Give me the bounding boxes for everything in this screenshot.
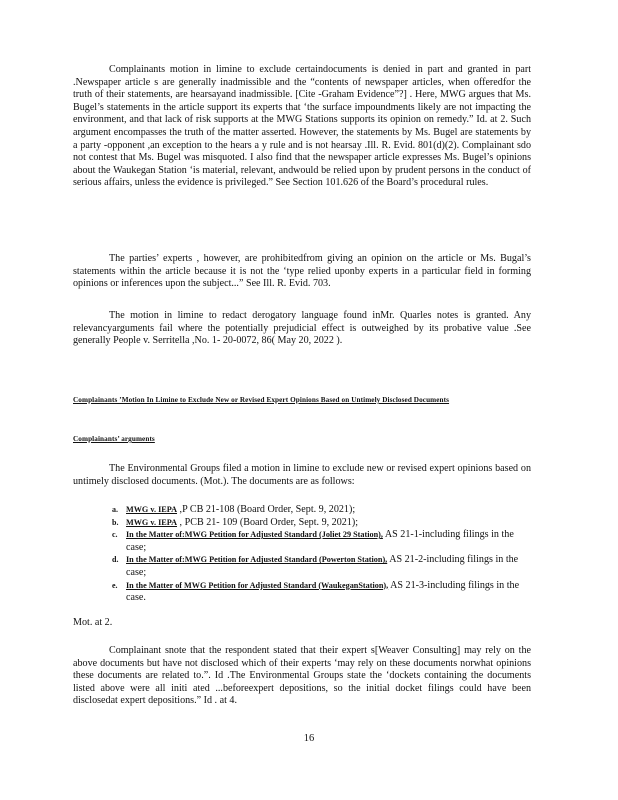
page-number: 16 (303, 733, 315, 744)
list-item: a. MWG v. IEPA ,P CB 21-108 (Board Order, Sept. 9, 2021); (112, 504, 356, 515)
subsection-heading: Complainants’ arguments (73, 435, 155, 443)
list-item: e. In the Matter of MWG Petition for Adjusted Standard (WaukeganStation), AS 21-3-including filings in the case. (112, 579, 520, 604)
list-item: d. In the Matter of:MWG Petition for Adjusted Standard (Powerton Station), AS 21-2-including filings in the case; (112, 554, 519, 578)
paragraph-redact-language: The motion in limine to redact derogatory language found inMr. Quarles notes is granted. Any relevancyarguments fail where the potentially prejudicial effect is outweighed by its probative value .See generally People v. Serritella ,No. 1- 20-0072, 86( May 20, 2022 ). (73, 310, 531, 347)
paragraph-experts-prohibited: The parties’ experts , however, are prohibitedfrom giving an opinion on the article or Ms. Bugal’s statements within the article because it is not the ‘type relied uponby experts in a particular field in forming opinions or inferences upon the subject...” See Ill. R. Evid. 703. (73, 253, 531, 290)
paragraph-ruling-newspaper: Complainants motion in limine to exclude certaindocuments is denied in part and granted in part .Newspaper article s are generally inadmissible and the “contents of newspaper articles, when offeredfor the truth of their statements, are hearsayand inadmissible. [Cite -Graham Evidence”?] . Here, MWG argues that Ms. Bugel’s statements in the article support its experts that ‘the surface impoundments likely are not impacting the environment, and that lack of risk supports at the MWG Stations supports its opinion on remedy.” Id. at 2. Such argument encompasses the truth of the matter asserted. However, the statements by Ms. Bugel are statements by a party -opponent ,an exception to the hears a y rule and is not hearsay .Ill. R. Evid. 801(d)(2). Complainant sdo not contest that Ms. Bugel was misquoted. I also find that the newspaper article expresses Ms. Bugel’s opinions about the Waukegan Station ‘is material, relevant, andwould be relied upon by prudent persons in the conduct of serious affairs, unless the evidence is privileged.” See Section 101.626 of the Board’s procedural rules. (73, 64, 531, 189)
paragraph-motion-filed: The Environmental Groups filed a motion in limine to exclude new or revised expert opinions based on untimely disclosed documents. (Mot.). The documents are as follows: (73, 463, 531, 487)
list-item: c. In the Matter of:MWG Petition for Adjusted Standard (Joliet 29 Station), AS 21-1-including filings in the case; (112, 529, 514, 553)
list-citation: Mot. at 2. (73, 617, 113, 628)
paragraph-complainants-note: Complainant snote that the respondent stated that their expert s[Weaver Consulting] may rely on the above documents but have not disclosed which of their experts ‘may rely on these documents norwhat opinions these documents are related to.”. Id .The Environmental Groups state the ‘dockets containing the documents listed above were all initi ated ...beforeexpert depositions, so the initial docket filings could have been disclosedat expert depositions.” Id . at 4. (73, 645, 531, 707)
documents-list (112, 504, 532, 605)
list-item: b. MWG v. IEPA , PCB 21- 109 (Board Order, Sept. 9, 2021); (112, 516, 359, 528)
section-heading: Complainants ’Motion In Limine to Exclude New or Revised Expert Opinions Based on Untimely Disclosed Documents (73, 396, 450, 404)
